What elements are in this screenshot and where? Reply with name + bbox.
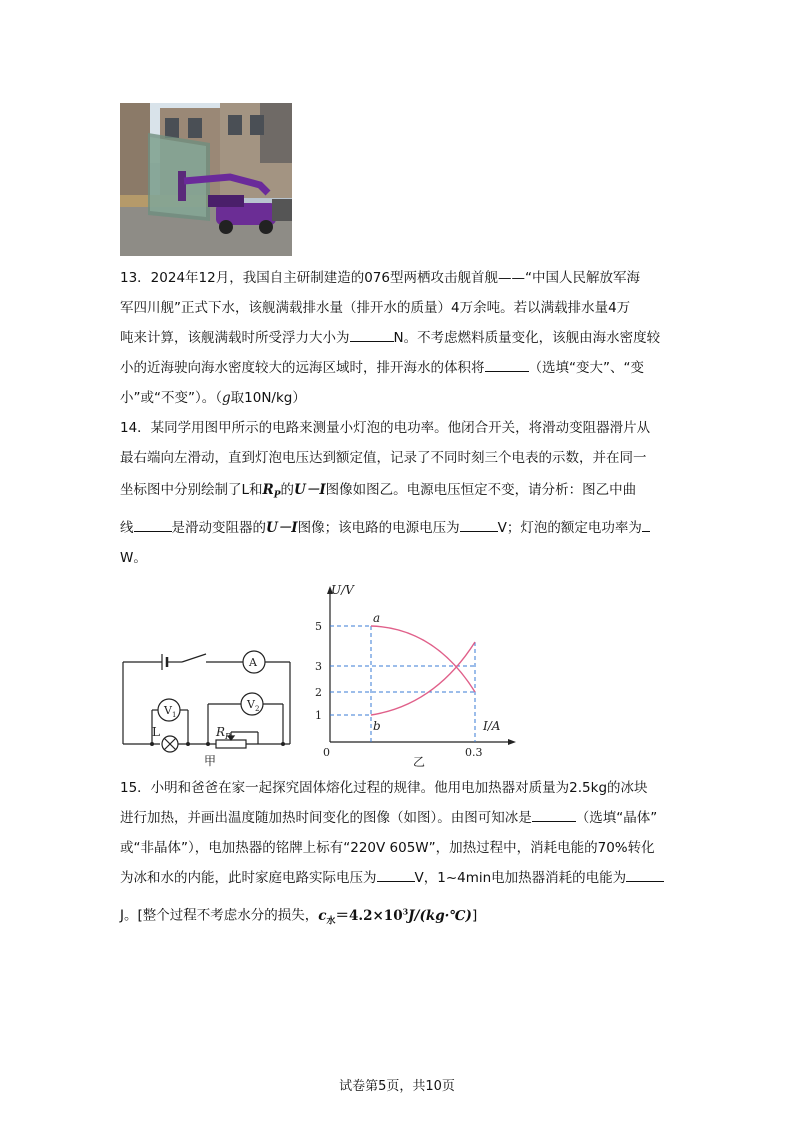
- circuit-caption: 甲: [204, 754, 217, 768]
- q14-voltage-blank[interactable]: [460, 517, 498, 532]
- rp-label: $R_P$: [216, 725, 231, 741]
- q15-line-3: 或“非晶体”），电加热器的铭牌上标有“220V 605W”，加热过程中，消耗电能的70%转化: [120, 840, 655, 856]
- x-tick-0-3: 0.3: [465, 746, 483, 759]
- q13-buoyancy-blank[interactable]: [350, 327, 394, 342]
- circuit-diagram: [118, 640, 298, 768]
- q13-line-1: 13．2024年12月，我国自主研制建造的076型两栖攻击舰首舰——“中国人民解放军海: [120, 270, 640, 286]
- q14-text: 坐标图中分别绘制了L和: [120, 482, 263, 498]
- q13-text: 小”或“不变”）。（: [120, 390, 222, 406]
- q15-text: V，1~4min电加热器消耗的电能为: [414, 870, 627, 886]
- ui-symbol: U－I: [266, 519, 298, 536]
- y-tick-3: 3: [315, 660, 322, 673]
- question-15: [120, 773, 680, 939]
- y-tick-2: 2: [315, 686, 322, 699]
- q14-text: 的: [280, 482, 295, 498]
- robot-photo-image: [120, 103, 292, 256]
- q14-power-blank[interactable]: [642, 517, 650, 532]
- graph-caption: 乙: [413, 755, 426, 769]
- q13-line-3: [120, 323, 680, 353]
- q14-text: 图像；该电路的电源电压为: [297, 519, 460, 536]
- q15-voltage-blank[interactable]: [377, 867, 415, 882]
- robot-photo: [120, 103, 292, 256]
- x-tick-0: 0: [323, 746, 330, 759]
- q13-line-2: 军四川舰”正式下水，该舰满载排水量（排开水的质量）4万余吨。若以满载排水量4万: [120, 300, 631, 316]
- voltmeter-2-label: $V_2$: [247, 698, 260, 713]
- q15-text: 进行加热，并画出温度随加热时间变化的图像（如图）。由图可知冰是: [120, 810, 532, 826]
- y-tick-1: 1: [315, 709, 322, 722]
- q14-line-4: [120, 513, 680, 543]
- q15-crystal-blank[interactable]: [532, 807, 576, 822]
- q15-text: ]: [471, 907, 478, 924]
- q13-text: 取10N/kg）: [230, 390, 306, 406]
- q15-text: J。[整个过程不考虑水分的损失，: [120, 907, 319, 924]
- q13-text: （选填“变大”、“变: [528, 360, 644, 376]
- q14-text: 图像如图乙。电源电压恒定不变，请分析：图乙中曲: [325, 482, 637, 498]
- q14-line-2: 最右端向左滑动，直到灯泡电压达到额定值，记录了不同时刻三个电表的示数，并在同一: [120, 450, 647, 466]
- ui-graph: [305, 580, 525, 770]
- ammeter-label: A: [249, 656, 257, 669]
- q14-line-3: [120, 473, 680, 513]
- q15-line-5: [120, 893, 680, 939]
- q13-text: 小的近海驶向海水密度较大的远海区域时，排开海水的体积将: [120, 360, 485, 376]
- q14-curve-blank[interactable]: [134, 517, 172, 532]
- q14-line-1: 14．某同学用图甲所示的电路来测量小灯泡的电功率。他闭合开关，将滑动变阻器滑片从: [120, 420, 651, 436]
- q13-line-4: [120, 353, 680, 383]
- q14-line-5: W。: [120, 549, 147, 566]
- q14-text: 线: [120, 519, 134, 536]
- gravity-symbol: g: [221, 390, 231, 406]
- question-13: [120, 263, 680, 413]
- specific-heat-formula: $c_水=4.2\times 10^3J/(kg\cdot℃)$: [318, 906, 472, 927]
- q15-line-4: [120, 863, 680, 893]
- q15-line-1: 15．小明和爸爸在家一起探究固体熔化过程的规律。他用电加热器对质量为2.5kg的冰块: [120, 780, 648, 796]
- q15-text: （选填“晶体”: [575, 810, 658, 826]
- curve-a-label: a: [373, 611, 381, 625]
- lamp-label: L: [152, 725, 160, 739]
- question-14: [120, 413, 680, 573]
- q14-text: 是滑动变阻器的: [171, 519, 266, 536]
- y-tick-5: 5: [315, 620, 322, 633]
- q14-text: V；灯泡的额定电功率为: [497, 519, 642, 536]
- curve-a: [371, 626, 475, 692]
- page-footer: 试卷第5页，共10页: [339, 1079, 455, 1094]
- q13-line-5: [120, 383, 680, 413]
- q13-text: 吨来计算，该舰满载时所受浮力大小为: [120, 330, 350, 346]
- q13-volume-blank[interactable]: [485, 357, 529, 372]
- curve-b-label: b: [373, 719, 381, 733]
- voltmeter-1-label: $V_1$: [164, 704, 177, 719]
- x-axis-label: I/A: [483, 719, 501, 733]
- rp-symbol: $R_P$: [262, 482, 281, 501]
- curve-b: [371, 642, 475, 715]
- q15-text: 为冰和水的内能，此时家庭电路实际电压为: [120, 870, 377, 886]
- q15-line-2: [120, 803, 680, 833]
- q15-energy-blank[interactable]: [626, 867, 664, 882]
- y-axis-label: U/V: [331, 583, 354, 597]
- q13-text: N。不考虑燃料质量变化，该舰由海水密度较: [393, 330, 661, 346]
- ui-symbol: U－I: [294, 482, 326, 498]
